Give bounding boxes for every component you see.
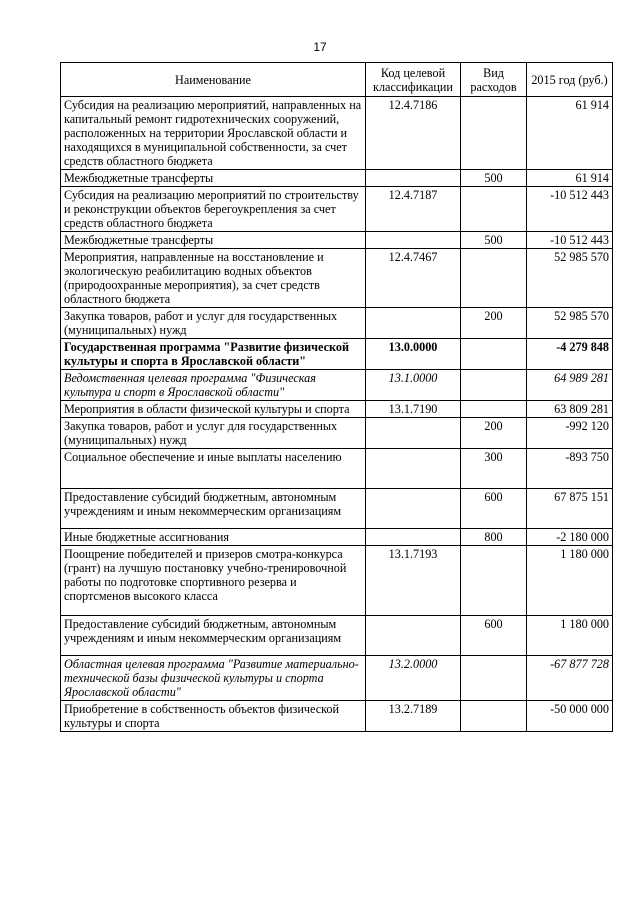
row-amount-cell: 67 875 151: [527, 489, 613, 529]
row-type-cell: 300: [461, 449, 527, 489]
row-name-cell: Государственная программа "Развитие физической культуры и спорта в Ярославской области": [61, 339, 366, 370]
row-amount-cell: -4 279 848: [527, 339, 613, 370]
row-name-cell: Иные бюджетные ассигнования: [61, 529, 366, 546]
row-name-cell: Поощрение победителей и призеров смотра-конкурса (грант) на лучшую постановку учебно-тренировочной работы по подготовке спортивного резерва и спортсменов высокого класса: [61, 546, 366, 616]
row-amount-cell: -10 512 443: [527, 187, 613, 232]
row-type-cell: 500: [461, 232, 527, 249]
row-name-cell: Мероприятия, направленные на восстановление и экологическую реабилитацию водных объектов (природоохранные мероприятия), за счет средств областного бюджета: [61, 249, 366, 308]
row-type-cell: [461, 701, 527, 732]
budget-table: [60, 62, 613, 732]
row-amount-cell: -893 750: [527, 449, 613, 489]
row-type-cell: [461, 249, 527, 308]
row-code-cell: [366, 449, 461, 489]
row-amount-cell: 1 180 000: [527, 546, 613, 616]
row-name-cell: Областная целевая программа "Развитие материально-технической базы физической культуры и спорта Ярославской области": [61, 656, 366, 701]
row-code-cell: [366, 418, 461, 449]
row-code-cell: 13.1.0000: [366, 370, 461, 401]
table-row: [61, 232, 613, 249]
row-name-cell: Межбюджетные трансферты: [61, 232, 366, 249]
row-code-cell: 13.1.7193: [366, 546, 461, 616]
row-type-cell: [461, 97, 527, 170]
table-row: [61, 370, 613, 401]
row-name-cell: Межбюджетные трансферты: [61, 170, 366, 187]
row-code-cell: 13.0.0000: [366, 339, 461, 370]
row-code-cell: 13.1.7190: [366, 401, 461, 418]
row-amount-cell: 1 180 000: [527, 616, 613, 656]
row-amount-cell: -50 000 000: [527, 701, 613, 732]
row-name-cell: Субсидия на реализацию мероприятий, направленных на капитальный ремонт гидротехнических сооружений, расположенных на территории Ярославской области и находящихся в муниципальной собственности, за счет средств областного бюджета: [61, 97, 366, 170]
row-name-cell: Субсидия на реализацию мероприятий по строительству и реконструкции объектов берегоукрепления за счет средств областного бюджета: [61, 187, 366, 232]
row-type-cell: [461, 370, 527, 401]
row-amount-cell: -10 512 443: [527, 232, 613, 249]
row-amount-cell: 61 914: [527, 170, 613, 187]
table-row: [61, 308, 613, 339]
row-name-cell: Предоставление субсидий бюджетным, автономным учреждениям и иным некоммерческим организациям: [61, 616, 366, 656]
row-type-cell: 600: [461, 616, 527, 656]
row-name-cell: Предоставление субсидий бюджетным, автономным учреждениям и иным некоммерческим организациям: [61, 489, 366, 529]
row-type-cell: [461, 656, 527, 701]
table-row: [61, 170, 613, 187]
row-name-cell: Ведомственная целевая программа "Физическая культура и спорт в Ярославской области": [61, 370, 366, 401]
row-name-cell: Социальное обеспечение и иные выплаты населению: [61, 449, 366, 489]
row-type-cell: [461, 401, 527, 418]
row-name-cell: Мероприятия в области физической культуры и спорта: [61, 401, 366, 418]
row-type-cell: [461, 187, 527, 232]
row-name-cell: Закупка товаров, работ и услуг для государственных (муниципальных) нужд: [61, 308, 366, 339]
page-number: 17: [313, 40, 327, 54]
row-code-cell: [366, 232, 461, 249]
row-amount-cell: 52 985 570: [527, 249, 613, 308]
row-amount-cell: 63 809 281: [527, 401, 613, 418]
row-code-cell: [366, 308, 461, 339]
header-code: Код целевой классификации: [366, 63, 461, 97]
table-header-row: [61, 63, 613, 97]
table-row: [61, 529, 613, 546]
row-amount-cell: -992 120: [527, 418, 613, 449]
row-type-cell: 500: [461, 170, 527, 187]
row-name-cell: Приобретение в собственность объектов физической культуры и спорта: [61, 701, 366, 732]
header-name: Наименование: [61, 63, 366, 97]
row-code-cell: 12.4.7186: [366, 97, 461, 170]
row-code-cell: [366, 529, 461, 546]
row-code-cell: [366, 489, 461, 529]
table-body: [61, 97, 613, 732]
row-type-cell: 200: [461, 418, 527, 449]
table-row: [61, 339, 613, 370]
table-row: [61, 187, 613, 232]
row-type-cell: [461, 546, 527, 616]
table-row: [61, 418, 613, 449]
table-row: [61, 449, 613, 489]
row-code-cell: 13.2.7189: [366, 701, 461, 732]
row-amount-cell: 64 989 281: [527, 370, 613, 401]
row-code-cell: 13.2.0000: [366, 656, 461, 701]
table-row: [61, 97, 613, 170]
row-code-cell: 12.4.7467: [366, 249, 461, 308]
row-code-cell: [366, 170, 461, 187]
row-amount-cell: 52 985 570: [527, 308, 613, 339]
table-row: [61, 546, 613, 616]
row-type-cell: 600: [461, 489, 527, 529]
row-code-cell: 12.4.7187: [366, 187, 461, 232]
header-amount: 2015 год (руб.): [527, 63, 613, 97]
header-type: Вид расходов: [461, 63, 527, 97]
row-type-cell: [461, 339, 527, 370]
table-row: [61, 489, 613, 529]
row-amount-cell: -2 180 000: [527, 529, 613, 546]
row-type-cell: 200: [461, 308, 527, 339]
row-name-cell: Закупка товаров, работ и услуг для государственных (муниципальных) нужд: [61, 418, 366, 449]
row-type-cell: 800: [461, 529, 527, 546]
row-amount-cell: -67 877 728: [527, 656, 613, 701]
table-row: [61, 401, 613, 418]
table-row: [61, 249, 613, 308]
table-row: [61, 616, 613, 656]
table-row: [61, 701, 613, 732]
row-amount-cell: 61 914: [527, 97, 613, 170]
table-row: [61, 656, 613, 701]
row-code-cell: [366, 616, 461, 656]
